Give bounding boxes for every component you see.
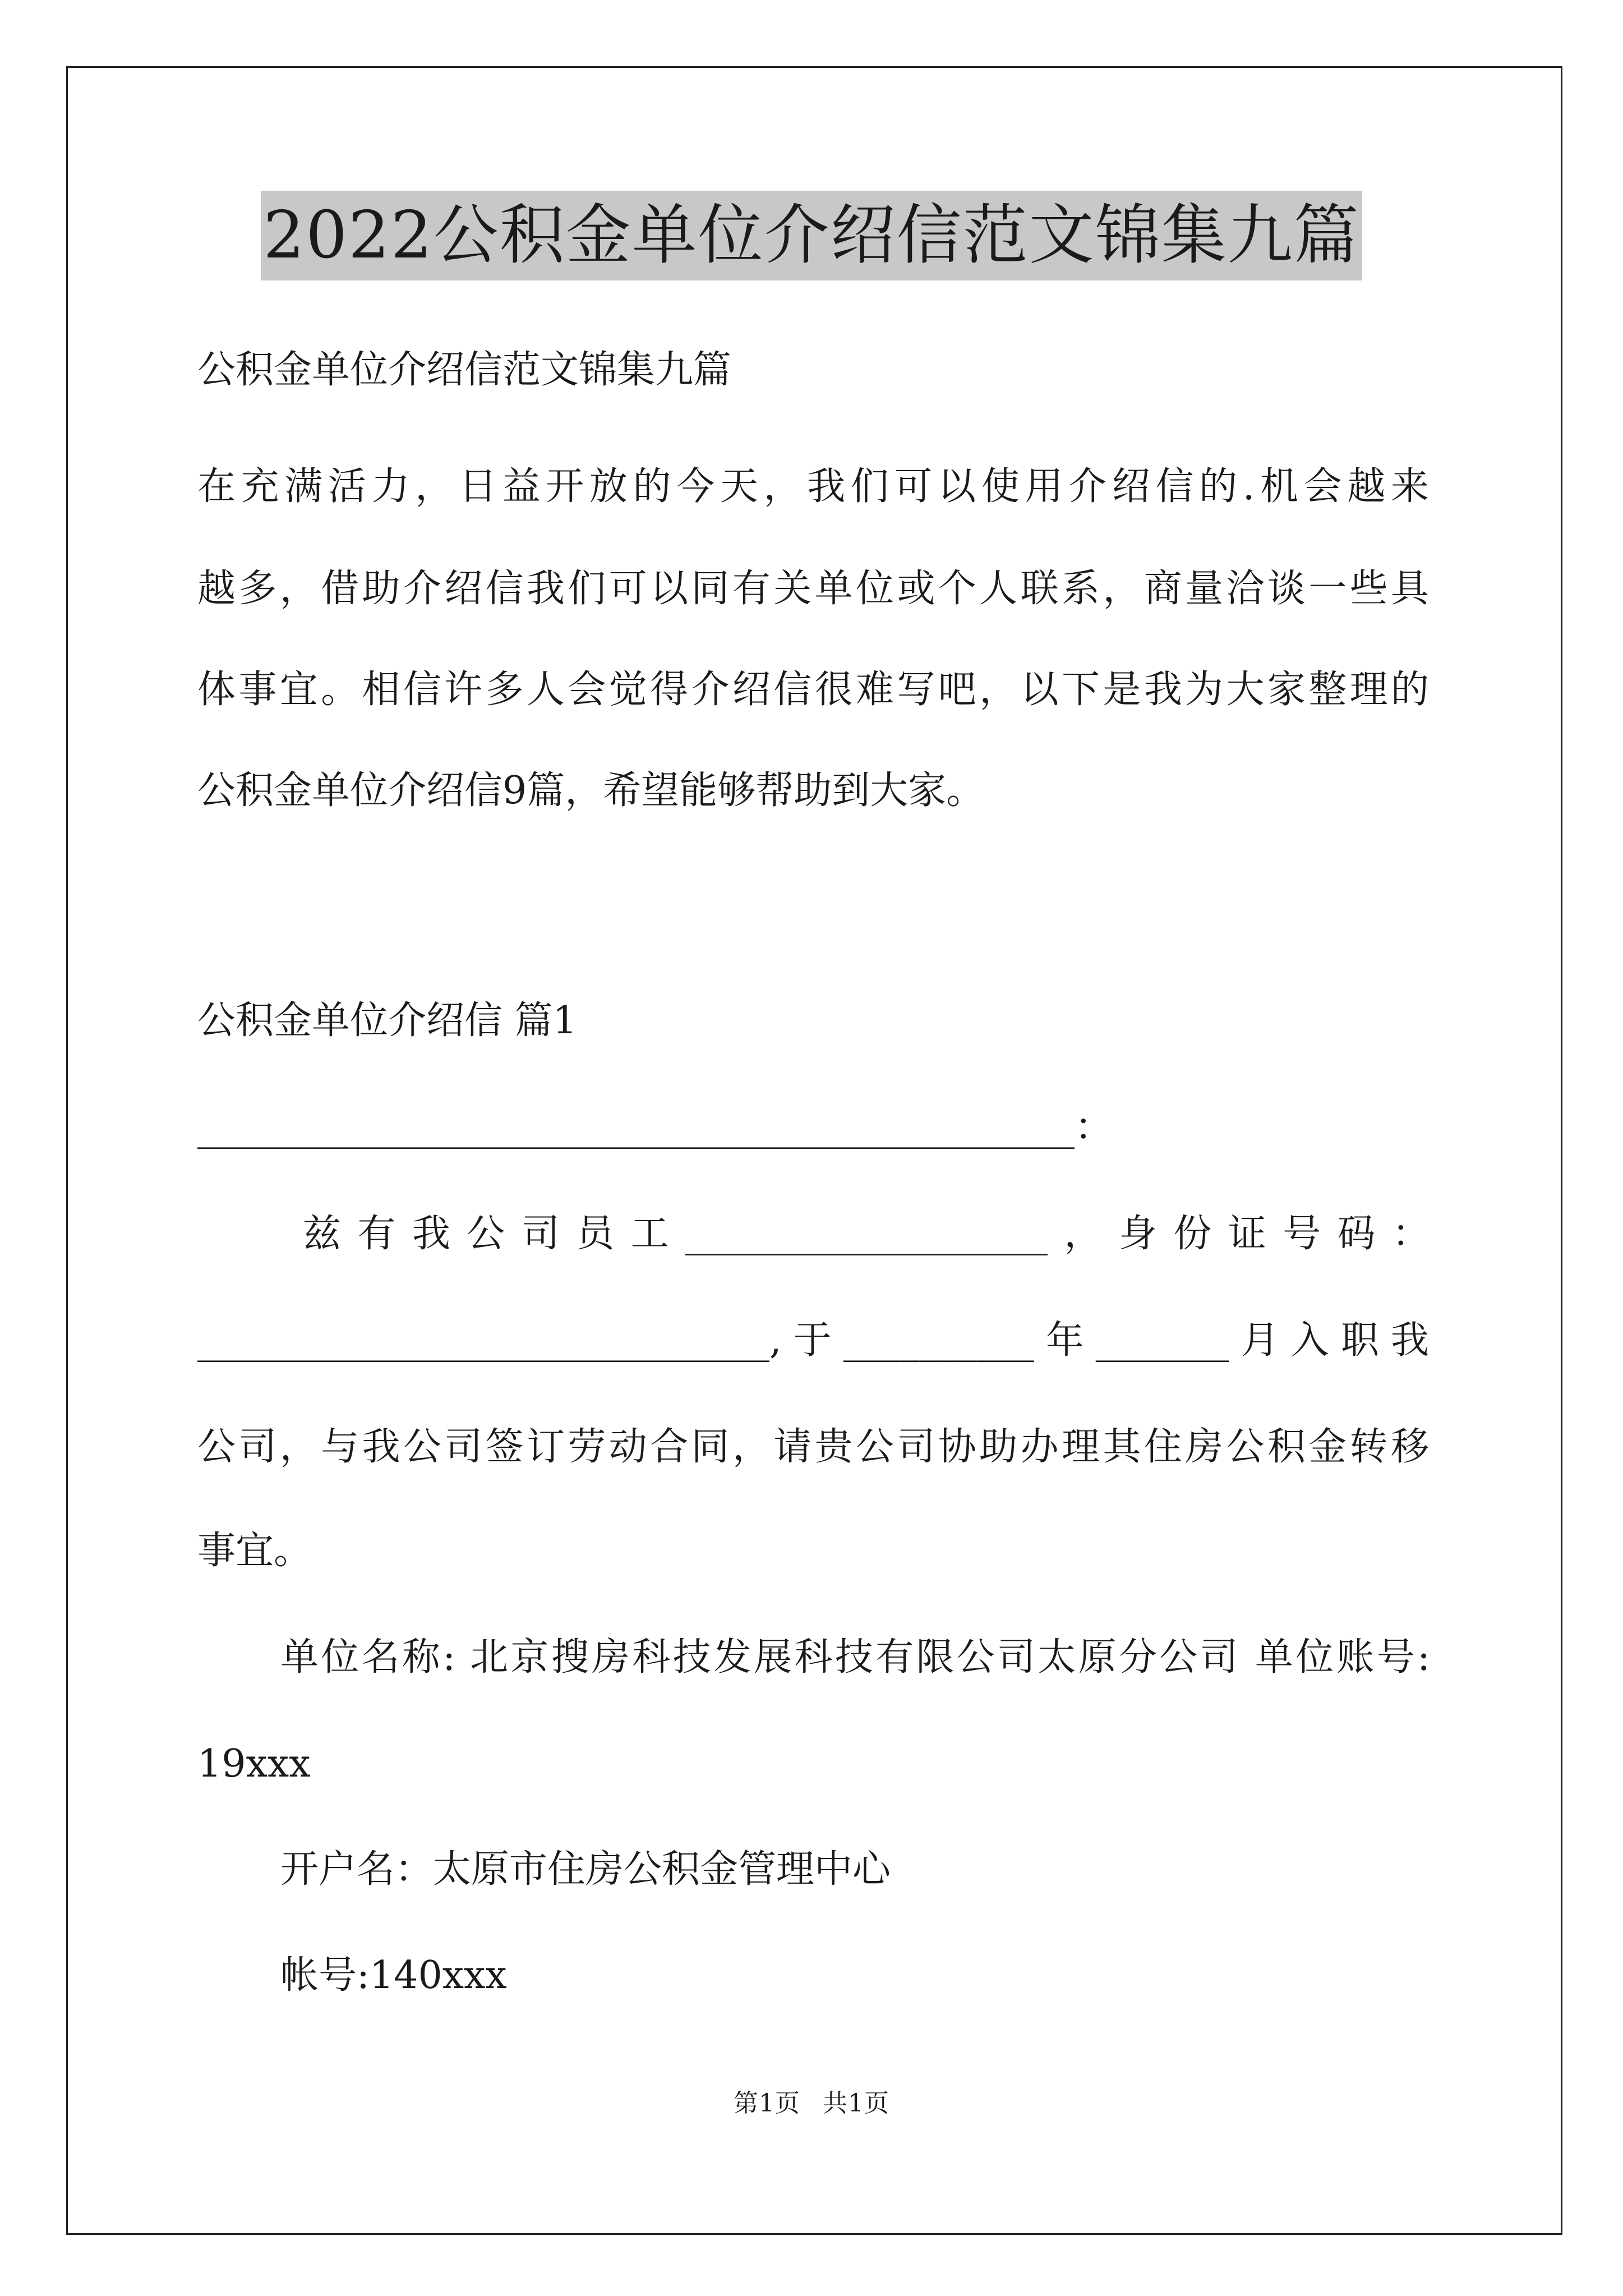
page-footer bbox=[0, 2087, 1623, 2120]
account-name: 开户名：太原市住房公积金管理中心 bbox=[280, 1847, 891, 1892]
body-line-3: 公司，与我公司签订劳动合同，请贵公司协助办理其住房公积金转移 bbox=[197, 1425, 1429, 1469]
account-number: 帐号:140xxx bbox=[280, 1953, 507, 1998]
intro-line-1: 在充满活力，日益开放的今天，我们可以使用介绍信的.机会越来 bbox=[197, 464, 1429, 509]
body-line-2: ______________________________,于__________年_______月入职我 bbox=[197, 1318, 1429, 1363]
document-subtitle: 公积金单位介绍信范文锦集九篇 bbox=[197, 348, 732, 392]
intro-line-2: 越多，借助介绍信我们可以同有关单位或个人联系，商量洽谈一些具 bbox=[197, 567, 1429, 611]
section-heading: 公积金单位介绍信 篇1 bbox=[197, 999, 577, 1043]
unit-line-1: 单位名称: 北京搜房科技发展科技有限公司太原分公司 单位账号: bbox=[280, 1635, 1430, 1680]
salutation-blank: ______________________________________________： bbox=[197, 1105, 1113, 1149]
intro-line-3: 体事宜。相信许多人会觉得介绍信很难写吧，以下是我为大家整理的 bbox=[197, 668, 1429, 712]
body-line-4: 事宜。 bbox=[197, 1529, 312, 1573]
body-line-1: 兹有我公司员工___________________，身份证号码： bbox=[303, 1212, 1430, 1256]
intro-line-4: 公积金单位介绍信9篇，希望能够帮助到大家。 bbox=[197, 769, 985, 813]
page-total: 共1页 bbox=[823, 2089, 889, 2118]
title-container bbox=[0, 191, 1623, 280]
unit-line-2: 19xxx bbox=[197, 1742, 311, 1786]
document-title: 2022公积金单位介绍信范文锦集九篇 bbox=[261, 191, 1362, 280]
page-current: 第1页 bbox=[734, 2089, 800, 2118]
